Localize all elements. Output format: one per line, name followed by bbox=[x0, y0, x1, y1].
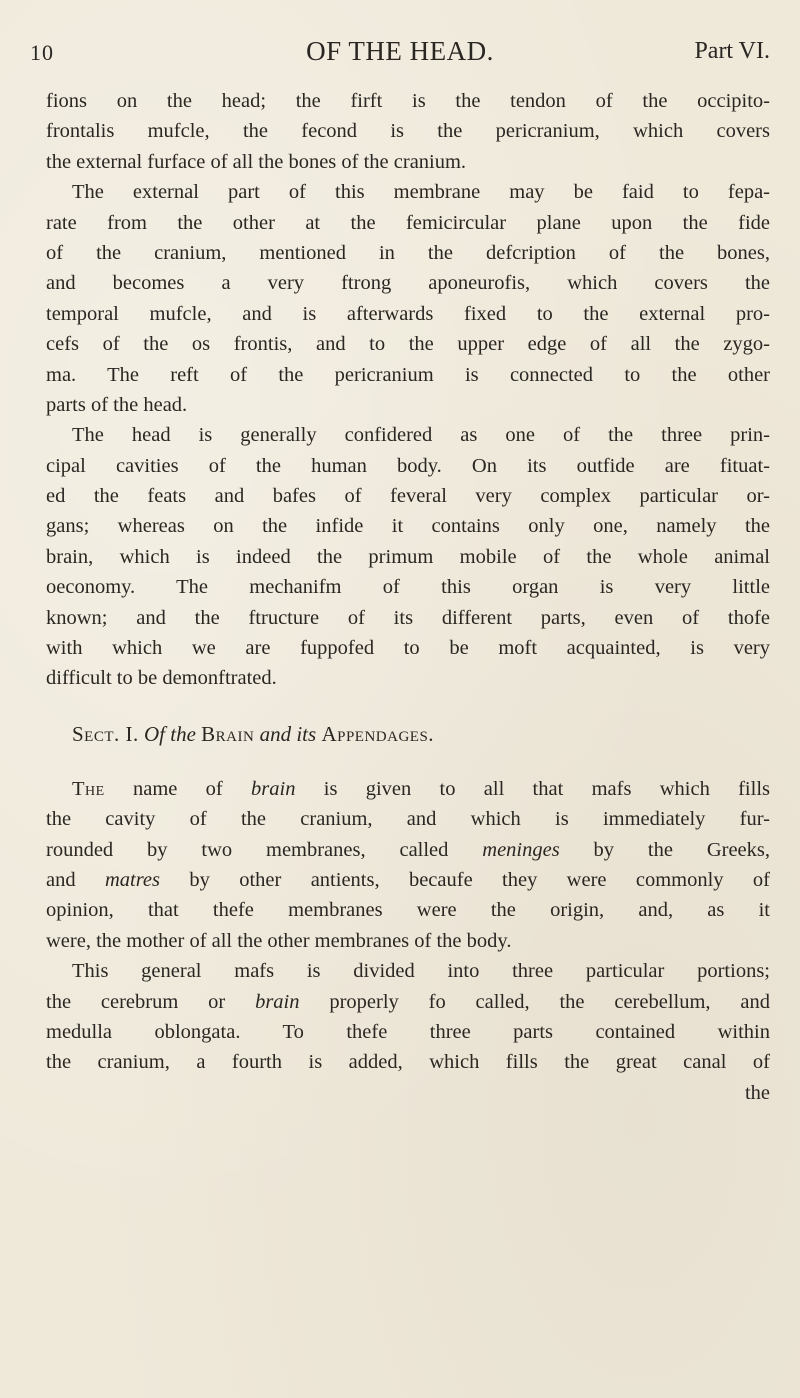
section-title-of-the: Of the bbox=[144, 721, 196, 746]
text-line: the external furface of all the bones of the cranium. bbox=[46, 150, 467, 173]
text-run: by other antients, becaufe they were commonly of bbox=[160, 868, 770, 891]
text-line: the cavity of the cranium, and which is immediately fur- bbox=[46, 808, 770, 831]
section-title-appendages: Appendages. bbox=[321, 721, 435, 746]
italic-term: meninges bbox=[482, 838, 560, 861]
text-line: fions on the head; the firft is the tendon of the occipito- bbox=[46, 90, 770, 112]
text-line: temporal mufcle, and is afterwards fixed to the external pro- bbox=[46, 302, 770, 325]
text-line: opinion, that thefe membranes were the origin, and, as it bbox=[46, 899, 770, 922]
text-line: parts of the head. bbox=[46, 393, 188, 416]
page-number: 10 bbox=[30, 40, 54, 65]
part-label: Part VI. bbox=[694, 38, 770, 64]
text-run: and bbox=[46, 868, 105, 891]
text-line: difficult to be demonftrated. bbox=[46, 667, 277, 690]
text-line: cipal cavities of the human body. On its outfide are fituat- bbox=[46, 454, 770, 477]
text-line: medulla oblongata. To thefe three parts contained within bbox=[46, 1020, 770, 1043]
text-line: The head is generally confidered as one of the three prin- bbox=[72, 424, 770, 447]
drop-word: The bbox=[72, 777, 105, 800]
text-line bbox=[46, 987, 770, 1017]
text-line: known; and the ftructure of its different parts, even of thofe bbox=[46, 606, 770, 629]
page-header bbox=[30, 36, 770, 76]
text-line: with which we are fuppofed to be moft acquainted, is very bbox=[46, 637, 770, 660]
text-line bbox=[46, 774, 770, 804]
italic-term: matres bbox=[104, 868, 161, 891]
text-run: the cerebrum or bbox=[46, 990, 256, 1013]
catchword: the bbox=[744, 1081, 770, 1104]
text-run: properly fo called, the cerebellum, and bbox=[299, 990, 770, 1013]
italic-term: brain bbox=[251, 777, 296, 800]
text-line: rate from the other at the femicircular plane upon the fide bbox=[46, 211, 770, 234]
body-text bbox=[46, 86, 770, 1108]
text-line: This general mafs is divided into three particular portions; bbox=[72, 960, 770, 983]
text-line bbox=[46, 865, 770, 895]
text-line: were, the mother of all the other membranes of the body. bbox=[46, 929, 512, 952]
text-run: name of bbox=[104, 777, 252, 800]
text-line: ed the feats and bafes of feveral very complex particular or- bbox=[46, 485, 770, 508]
running-title: OF THE HEAD. bbox=[306, 36, 494, 66]
section-heading bbox=[46, 694, 770, 774]
section-title-and-its: and its bbox=[259, 721, 317, 746]
italic-term: brain bbox=[255, 990, 300, 1013]
text-line: the cranium, a fourth is added, which fills the great canal of bbox=[46, 1051, 770, 1074]
text-line: ma. The reft of the pericranium is connected to the other bbox=[46, 363, 770, 386]
text-line: The external part of this membrane may be faid to fepa- bbox=[72, 181, 770, 204]
text-line bbox=[46, 835, 770, 865]
text-line: brain, which is indeed the primum mobile of the whole animal bbox=[46, 545, 770, 568]
text-line: frontalis mufcle, the fecond is the pericranium, which covers bbox=[46, 120, 770, 143]
text-line: cefs of the os frontis, and to the upper edge of all the zygo- bbox=[46, 333, 770, 356]
text-line: oeconomy. The mechanifm of this organ is very little bbox=[46, 576, 770, 599]
text-line: and becomes a very ftrong aponeurofis, which covers the bbox=[46, 272, 770, 295]
text-run: rounded by two membranes, called bbox=[46, 838, 483, 861]
text-run: is given to all that mafs which fills bbox=[295, 777, 770, 800]
text-run: by the Greeks, bbox=[559, 838, 770, 861]
section-title-brain: Brain bbox=[201, 721, 255, 746]
section-number: Sect. I. bbox=[72, 721, 139, 746]
text-line: of the cranium, mentioned in the defcription of the bones, bbox=[46, 241, 770, 264]
text-line: gans; whereas on the infide it contains only one, namely the bbox=[46, 515, 770, 538]
